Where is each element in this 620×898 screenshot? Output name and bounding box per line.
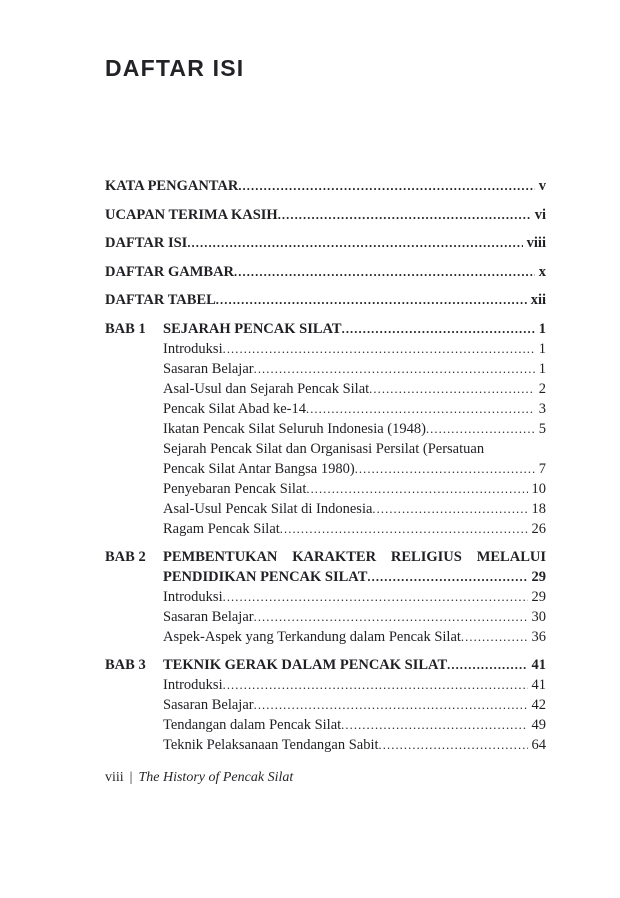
toc-page-number: 49 [531,716,546,733]
toc-page-number: 29 [531,568,546,585]
toc-page-number: 3 [538,400,546,417]
toc-row [163,735,546,755]
toc-entry-label: Ikatan Pencak Silat Seluruh Indonesia (1948) [163,420,426,437]
toc-row [163,675,546,695]
page-footer [105,770,293,786]
toc-entry-label: Penyebaran Pencak Silat [163,480,307,497]
front-matter-section [105,176,546,310]
dot-leader [216,290,527,310]
chapter-body [163,655,546,755]
toc-page-number: 36 [531,628,546,645]
toc-entry-label: DAFTAR GAMBAR [105,263,235,280]
toc-page-number: 1 [538,360,546,377]
toc-row [163,419,546,439]
toc-row [105,233,546,253]
toc-entry-label-line1: Sejarah Pencak Silat dan Organisasi Persilat (Persatuan [163,440,485,457]
chapter-title: SEJARAH PENCAK SILAT [163,320,342,337]
toc-page-number: 1 [538,340,546,357]
dot-leader [306,399,535,419]
dot-leader [447,655,527,675]
chapter-title-line1: PEMBENTUKAN KARAKTER RELIGIUS MELALUI [163,548,546,565]
chapter-title-row [163,319,546,339]
toc-page-number: 1 [538,320,546,337]
toc-entry-line2-row [163,459,546,479]
chapter-number: BAB 1 [105,320,146,337]
chapter-title: TEKNIK GERAK DALAM PENCAK SILAT [163,656,448,673]
toc-page-number: 41 [531,656,546,673]
page-title: DAFTAR ISI [105,55,245,81]
toc-row [105,262,546,282]
toc-page-number: 26 [531,520,546,537]
toc-entry-label: Aspek-Aspek yang Terkandung dalam Pencak Silat [163,628,461,645]
chapter-body [163,319,546,539]
toc-entry-label: Asal-Usul Pencak Silat di Indonesia [163,500,373,517]
dot-leader [341,715,527,735]
table-of-contents [105,176,546,755]
toc-page-number: 29 [531,588,546,605]
toc-page-number: 5 [538,420,546,437]
chapter-section-bab3 [105,655,546,755]
toc-row [163,359,546,379]
toc-row [163,519,546,539]
toc-entry-label: Tendangan dalam Pencak Silat [163,716,342,733]
toc-page-number: vi [534,206,546,223]
chapter-section-bab2 [105,547,546,647]
toc-page-number: viii [526,235,546,251]
dot-leader [254,359,535,379]
dot-leader [369,379,535,399]
toc-entry-label: Introduksi [163,340,223,357]
toc-page-number: x [538,263,546,280]
toc-entry-label: Introduksi [163,588,223,605]
dot-leader [238,176,534,196]
toc-row [163,587,546,607]
dot-leader [379,735,528,755]
toc-page-number: 64 [531,736,546,753]
toc-row [163,379,546,399]
toc-page-number: xii [530,292,546,308]
toc-row [163,627,546,647]
toc-row [163,479,546,499]
toc-page-number: 30 [531,608,546,625]
toc-row [163,695,546,715]
toc-entry-label: Sasaran Belajar [163,360,254,377]
chapter-number: BAB 2 [105,548,146,565]
chapter-body [163,547,546,647]
dot-leader [426,419,535,439]
toc-row [105,290,546,310]
toc-entry-label: Sasaran Belajar [163,608,254,625]
toc-entry-label: KATA PENGANTAR [105,178,239,194]
toc-row [163,715,546,735]
toc-row [105,176,546,196]
dot-leader [280,519,528,539]
dot-leader [342,319,535,339]
toc-page-number: v [538,178,546,194]
toc-entry-label-line2: Pencak Silat Antar Bangsa 1980) [163,460,355,477]
toc-entry-label: Asal-Usul dan Sejarah Pencak Silat [163,380,370,397]
toc-entry-label: Ragam Pencak Silat [163,520,280,537]
toc-row [163,339,546,359]
dot-leader [278,205,531,225]
dot-leader [223,587,528,607]
toc-row [163,399,546,419]
dot-leader [306,479,527,499]
toc-entry-label: DAFTAR TABEL [105,292,216,308]
dot-leader [461,627,528,647]
toc-row [105,205,546,225]
toc-entry-label: DAFTAR ISI [105,235,188,251]
footer-book-title: The History of Pencak Silat [138,770,294,785]
footer-page-number: viii [105,770,124,785]
dot-leader [372,499,527,519]
toc-page-number: 42 [531,696,546,713]
dot-leader [355,459,535,479]
dot-leader [254,607,528,627]
toc-entry-label: Sasaran Belajar [163,696,254,713]
toc-row [163,499,546,519]
chapter-section-bab1 [105,319,546,539]
toc-page-number: 41 [531,676,546,693]
toc-page-number: 7 [538,460,546,477]
toc-entry-label: UCAPAN TERIMA KASIH [105,206,278,223]
dot-leader [254,695,528,715]
toc-row [163,607,546,627]
footer-separator: | [129,770,133,785]
chapter-title-row [163,655,546,675]
toc-entry-label: Pencak Silat Abad ke-14 [163,400,306,417]
toc-page-number: 2 [538,380,546,397]
toc-page-number: 18 [531,500,546,517]
dot-leader [367,567,527,587]
chapter-title-line2: PENDIDIKAN PENCAK SILAT [163,568,368,585]
toc-row-wrapped [163,439,546,479]
chapter-number: BAB 3 [105,656,146,673]
dot-leader [234,262,535,282]
dot-leader [223,339,535,359]
chapter-title-row [163,567,546,587]
toc-entry-label: Teknik Pelaksanaan Tendangan Sabit [163,736,379,753]
dot-leader [223,675,528,695]
toc-entry-label: Introduksi [163,676,223,693]
dot-leader [187,233,522,253]
toc-page-number: 10 [531,480,546,497]
